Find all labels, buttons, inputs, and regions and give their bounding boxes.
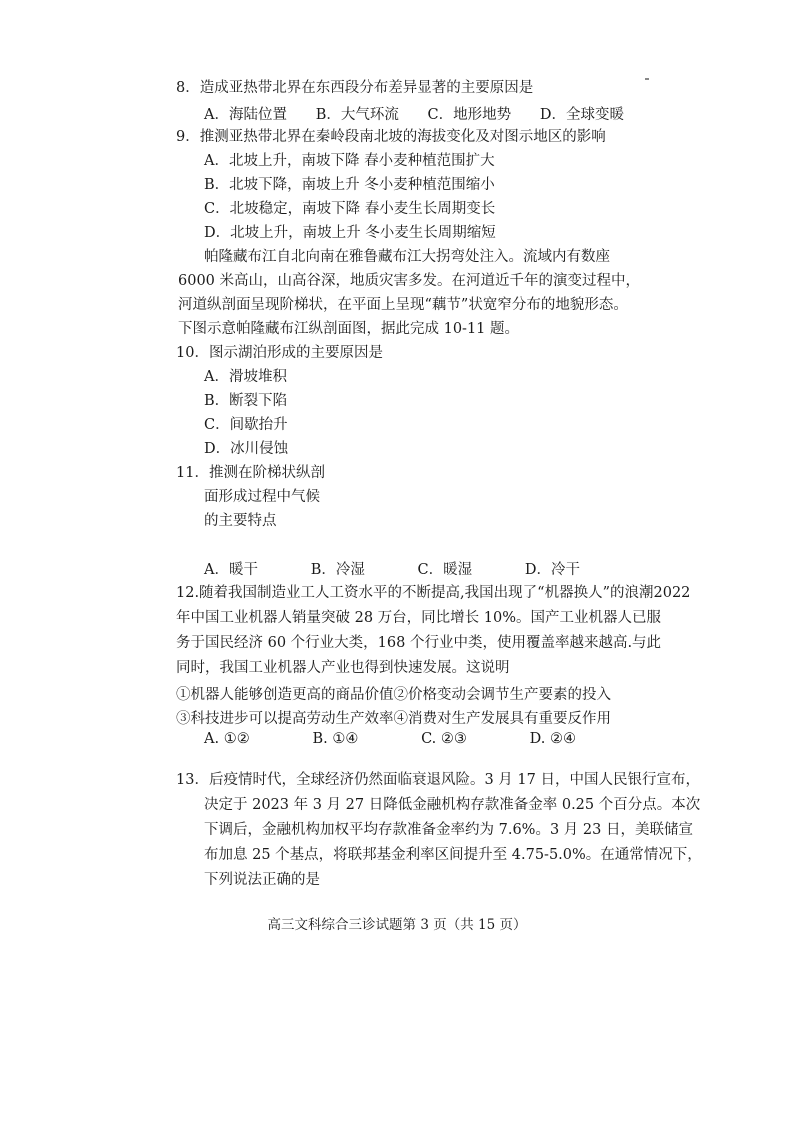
q12-statement-3: ③科技进步可以提高劳动生产效率 [176,711,394,727]
river-profile-chart [322,366,614,552]
q13-stem-line-4: 布加息 25 个基点，将联邦基金利率区间提升至 4.75-5.0%。在通常情况下， [204,847,702,863]
q11-option-d[interactable]: D．冷干 [524,562,580,578]
passage-line-1: 帕隆藏布江自北向南在雅鲁藏布江大拐弯处注入。流域内有数座 [204,249,610,265]
q13-stem-line-5: 下列说法正确的是 [204,872,320,888]
q12-option-d[interactable]: D. ②④ [529,731,576,747]
corner-mark [645,78,649,80]
q10-option-c[interactable]: C．间歇抬升 [204,417,288,433]
q11-stem-line-3: 的主要特点 [204,513,277,529]
q10-option-d[interactable]: D．冰川侵蚀 [204,441,289,457]
q12-options [204,731,576,747]
q9-option-b[interactable]: B．北坡下降，南坡上升 冬小麦种植范围缩小 [204,177,495,193]
q12-statement-4: ④消费对生产发展具有重要反作用 [393,711,611,727]
q9-option-a[interactable]: A．北坡上升，南坡下降 春小麦种植范围扩大 [204,153,495,169]
q11-options [204,558,580,579]
page-footer: 高三文科综合三诊试题第 3 页（共 15 页） [267,917,527,933]
q12-statement-1: ①机器人能够创造更高的商品价值 [176,687,394,703]
passage-line-3: 河道纵剖面呈现阶梯状，在平面上呈现“藕节”状宽窄分布的地貌形态。 [178,297,628,313]
q9-stem: 9．推测亚热带北界在秦岭段南北坡的海拔变化及对图示地区的影响 [176,129,606,145]
passage-line-4: 下图示意帕隆藏布江纵剖面图，据此完成 10-11 题。 [178,321,520,337]
q11-option-b[interactable]: B．冷湿 [310,562,365,578]
q13-stem-line-3: 下调后，金融机构加权平均存款准备金率约为 7.6%。3 月 23 日，美联储宣 [204,822,693,838]
q9-option-d[interactable]: D．北坡上升，南坡上升 冬小麦生长周期缩短 [204,225,496,241]
passage-line-2: 6000 米高山，山高谷深，地质灾害多发。在河道近千年的演变过程中， [178,273,641,289]
q8-options [204,103,624,124]
q8-option-b[interactable]: B．大气环流 [315,107,399,123]
q12-stem-line-4: 同时，我国工业机器人产业也得到快速发展。这说明 [176,660,510,676]
q12-statement-2: ②价格变动会调节生产要素的投入 [393,687,611,703]
q11-option-a[interactable]: A．暖干 [204,562,258,578]
q10-option-a[interactable]: A．滑坡堆积 [204,369,287,385]
q8-option-d[interactable]: D．全球变暖 [539,107,624,123]
q12-stem-line-1: 12.随着我国制造业工人工资水平的不断提高,我国出现了“机器换人”的浪潮2022 [176,585,691,601]
q12-stem-line-3: 务于国民经济 60 个行业大类，168 个行业中类，使用覆盖率越来越高.与此 [176,635,662,651]
q12-option-b[interactable]: B. ①④ [312,731,359,747]
q12-stem-line-2: 年中国工业机器人销量突破 28 万台，同比增长 10%。国产工业机器人已服 [176,610,662,626]
q8-option-c[interactable]: C．地形地势 [427,107,512,123]
q12-option-a[interactable]: A. ①② [204,731,250,747]
q12-option-c[interactable]: C. ②③ [421,731,467,747]
q8-stem: 8．造成亚热带北界在东西段分布差异显著的主要原因是 [176,80,534,96]
q9-option-c[interactable]: C．北坡稳定，南坡下降 春小麦生长周期变长 [204,201,496,217]
q13-stem-line-2: 决定于 2023 年 3 月 27 日降低金融机构存款准备金率 0.25 个百分点。本次 [204,797,701,813]
q13-stem-line-1: 13．后疫情时代，全球经济仍然面临衰退风险。3 月 17 日，中国人民银行宣布， [176,772,700,788]
q12-statements-row-1 [176,683,611,703]
q11-stem-line-1: 11．推测在阶梯状纵剖 [176,465,325,481]
q8-option-a[interactable]: A．海陆位置 [204,107,287,123]
q11-option-c[interactable]: C．暖湿 [417,562,473,578]
q10-stem: 10．图示湖泊形成的主要原因是 [176,345,383,361]
q12-statements-row-2 [176,707,611,728]
q10-option-b[interactable]: B．断裂下陷 [204,393,288,409]
q11-stem-line-2: 面形成过程中气候 [204,489,320,505]
